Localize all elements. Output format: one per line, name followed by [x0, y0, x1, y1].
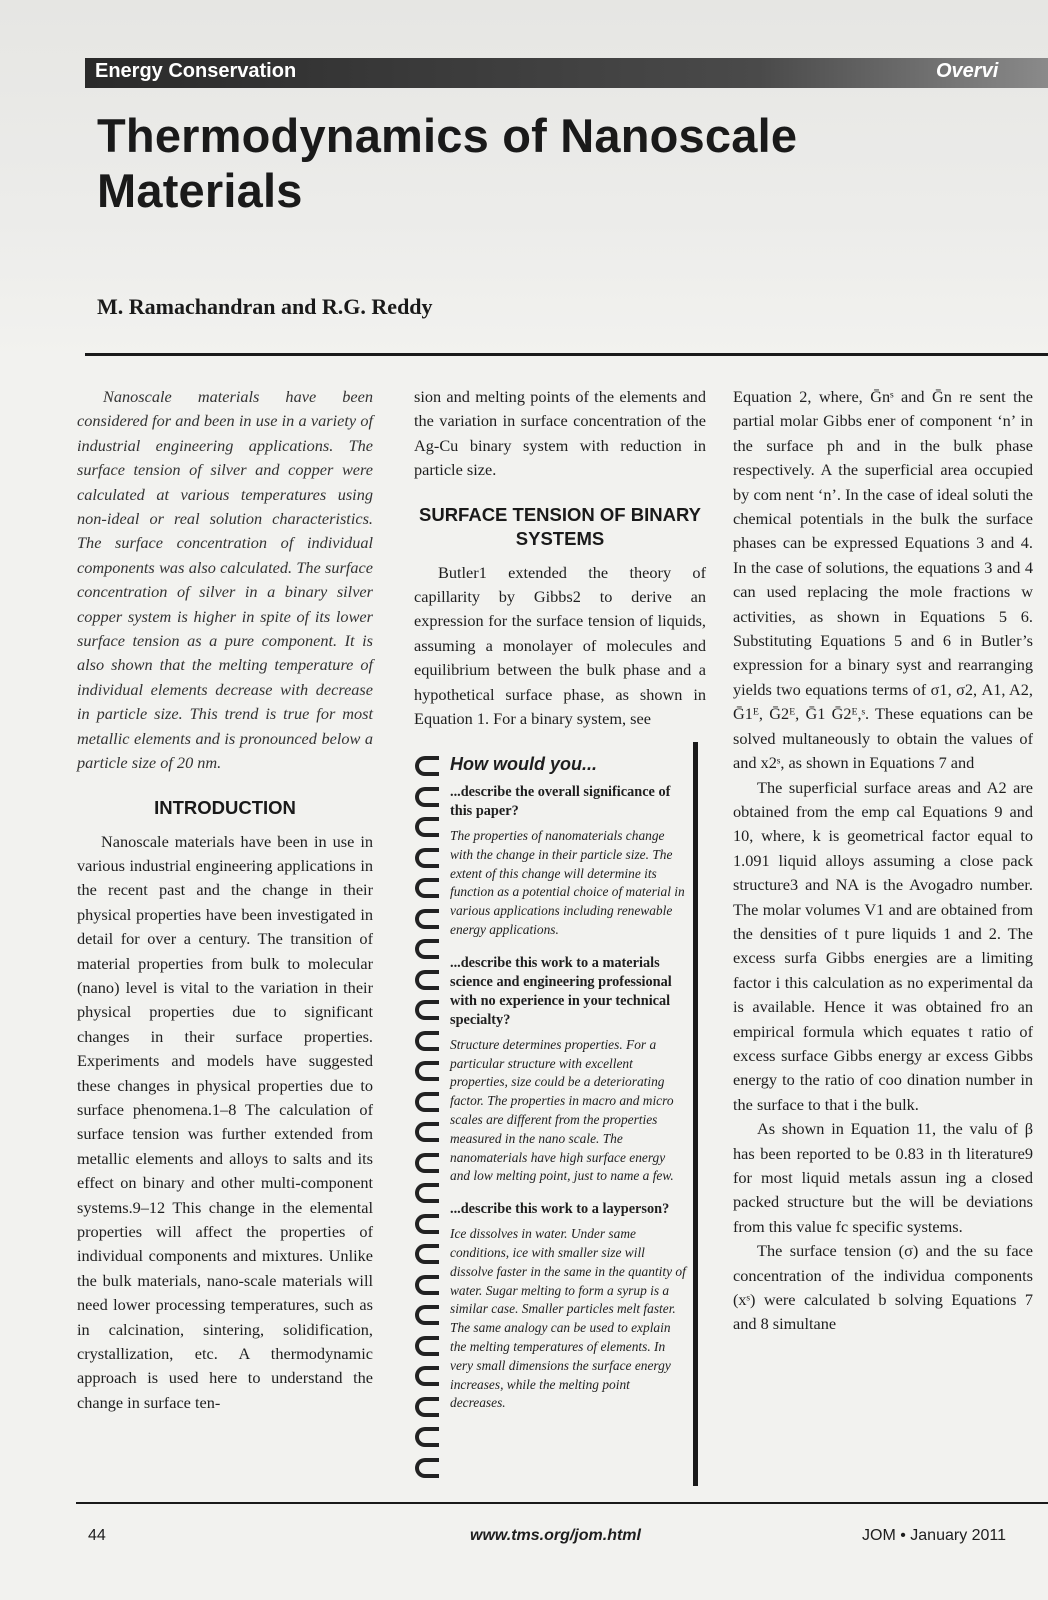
- surface-tension-heading: SURFACE TENSION OF BINARY SYSTEMS: [419, 503, 701, 549]
- how-would-you-sidebar: [412, 742, 706, 1486]
- binding-ring-icon: [415, 1305, 439, 1325]
- journal-url[interactable]: www.tms.org/jom.html: [470, 1527, 641, 1544]
- article-title: Thermodynamics of Nanoscale Materials: [97, 109, 798, 217]
- binding-ring-icon: [415, 1031, 439, 1051]
- binding-ring-icon: [415, 1397, 439, 1417]
- binding-ring-icon: [415, 909, 439, 929]
- introduction-heading: INTRODUCTION: [154, 796, 296, 818]
- sidebar-heading: How would you...: [450, 754, 597, 774]
- binding-ring-icon: [415, 1092, 439, 1112]
- binding-ring-icon: [415, 1061, 439, 1081]
- introduction-text: Nanoscale materials have been in use in various industrial engineering applications in the recent past and the change in their physical properties have been investigated in detail for over a century. The transition of material properties from bulk to molecular (nano) level is vital to the variation in their physical properties due to significant changes in their surface properties. Experiments and models have suggested these changes in physical properties due to surface phenomena.1–8 The calculation of surface tension was further extended from metallic elements and alloys to salts and its effect on binary and other multi-component systems.9–12 This change in the elemental properties will affect the properties of individual components and mixtures. Unlike the bulk materials, nano-scale materials will need lower processing temperatures, such as in calcination, sintering, solidification, crystallization, etc. A thermodynamic approach is used here to understand the change in surface ten-: [77, 831, 373, 1412]
- sidebar-answer-2: Structure determines properties. For a particular structure with excellent properties, size could be a deteriorating factor. The properties in macro and micro scales are different from the properties measured in the nano scale. The nanomaterials have high surface energy and low melting point, just to name a few.: [450, 1036, 674, 1184]
- footer-rule: [76, 1502, 1048, 1504]
- binding-ring-icon: [415, 1336, 439, 1356]
- spiral-binding-icon: [412, 742, 442, 1486]
- sidebar-answer-1: The properties of nanomaterials change with the change in their particle size. The extent of this change will determine its function as a potential choice of material in various applications including renewable energy applications.: [450, 828, 685, 937]
- journal-issue: JOM • January 2011: [862, 1527, 1007, 1544]
- column-3: [733, 385, 1033, 1337]
- abstract: Nanoscale materials have been considered for and been in use in a variety of industrial engineering applications. The surface tension of silver and copper were calculated at various temperatures using non-ideal or real solution characteristics. The surface concentration of individual components was also calculated. The surface concentration of silver in a binary silver copper system is higher in spite of its lower surface tension as a pure component. It is also shown that the melting temperature of individual elements decrease with decrease in particle size. This trend is true for most metallic elements and is pronounced below a particle size of 20 nm.: [77, 387, 373, 773]
- column3-paragraph-2: The superficial surface areas and A2 are obtained from the emp cal Equations 9 and 10, where, k is geometrical factor equal to 1.091 liquid alloys assuming a close pack structure3 and NA is the Avogadro number. The molar volumes V1 and are obtained from the densities of t pure liquids 1 and 2. The excess surfa Gibbs energies are a limiting factor i this calculation as no experimental da is available. Hence it was obtained fro an empirical formula which equates t ratio of excess surface Gibbs energy ar excess Gibbs energy to the ratio of coo dination number in the surface to that i the bulk.: [733, 777, 1033, 1114]
- binding-ring-icon: [415, 1458, 439, 1478]
- section-label: Energy Conservation: [95, 60, 297, 82]
- binding-ring-icon: [415, 1153, 439, 1173]
- binding-ring-icon: [415, 1000, 439, 1020]
- overview-tab: Overvi: [936, 60, 999, 82]
- binding-ring-icon: [415, 939, 439, 959]
- introduction-continued: sion and melting points of the elements and the variation in surface concentration of the Ag-Cu binary system with reduction in particle size.: [414, 387, 706, 480]
- butler-paragraph: Butler1 extended the theory of capillarity by Gibbs2 to derive an expression for the surface tension of liquids, assuming a monolayer of molecules and equilibrium between the bulk phase and a hypothetical surface phase, as shown in Equation 1. For a binary system, see: [414, 562, 706, 729]
- sidebar-answer-3: Ice dissolves in water. Under same conditions, ice with smaller size will dissolve faster in the same in the quantity of water. Sugar melting to form a syrup is a similar case. Smaller particles melt faster. The same analogy can be used to explain the melting temperatures of elements. In very small dimensions the surface energy increases, while the melting point decreases.: [450, 1226, 686, 1411]
- binding-ring-icon: [415, 848, 439, 868]
- binding-ring-icon: [415, 817, 439, 837]
- binding-ring-icon: [415, 878, 439, 898]
- binding-ring-icon: [415, 1427, 439, 1447]
- column-2: [414, 385, 706, 731]
- sidebar-rule: [693, 742, 698, 1486]
- column3-paragraph-4: The surface tension (σ) and the su face concentration of the individua components (xˢ) were calculated b solving Equations 7 and 8 simultane: [733, 1241, 1033, 1334]
- sidebar-question-1: ...describe the overall significance of this paper?: [450, 784, 671, 819]
- binding-ring-icon: [415, 1275, 439, 1295]
- binding-ring-icon: [415, 970, 439, 990]
- article-authors: M. Ramachandran and R.G. Reddy: [97, 294, 433, 319]
- column3-paragraph-3: As shown in Equation 11, the valu of β has been reported to be 0.83 in th literature9 for most liquid metals assun ing a closed packed structure but the will be deviations from this value fc specific systems.: [733, 1119, 1033, 1236]
- binding-ring-icon: [415, 756, 439, 776]
- page-number: 44: [88, 1527, 106, 1544]
- sidebar-question-3: ...describe this work to a layperson?: [450, 1201, 670, 1218]
- header-rule: [85, 353, 1048, 356]
- sidebar-question-2: ...describe this work to a materials science and engineering professional with no experience in your technical specialty?: [450, 954, 672, 1028]
- column-1: [77, 385, 373, 1415]
- binding-ring-icon: [415, 1122, 439, 1142]
- sidebar-content: [450, 754, 686, 1427]
- binding-ring-icon: [415, 1183, 439, 1203]
- binding-ring-icon: [415, 1366, 439, 1386]
- binding-ring-icon: [415, 787, 439, 807]
- binding-ring-icon: [415, 1244, 439, 1264]
- binding-ring-icon: [415, 1214, 439, 1234]
- column3-paragraph-1: Equation 2, where, Ḡnˢ and Ḡn re sent the partial molar Gibbs ener of component ‘n’ in the surface ph and in the bulk phase respectively. A the superficial area occupied by com nent ‘n’. In the case of ideal soluti the chemical potentials in the bulk the surface phases can be expressed Equations 3 and 4. In the case of solutions, the equations 3 and 4 can used replacing the mole fractions w activities, as shown in Equations 5 6. Substituting Equations 5 and 6 in Butler’s expression for a binary syst and rearranging yields two equations terms of σ1, σ2, A1, A2, Ḡ1ᴱ, Ḡ2ᴱ, Ḡ1 Ḡ2ᴱ,ˢ. These equations can be solved multaneously to obtain the values of and x2ˢ, as shown in Equations 7 and: [733, 387, 1033, 773]
